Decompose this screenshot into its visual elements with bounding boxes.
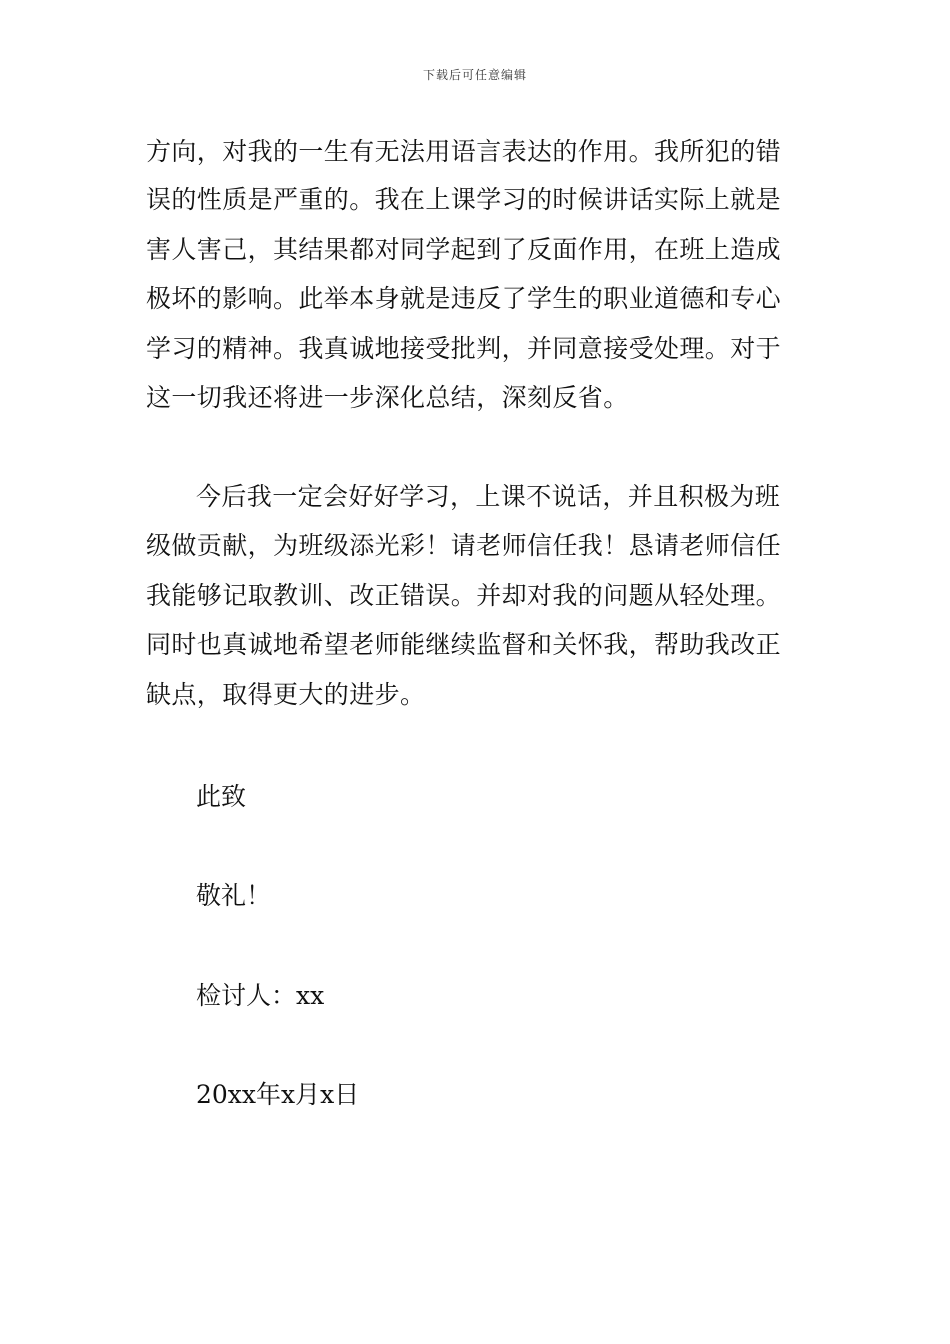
- paragraph-1-line: 害人害己，其结果都对同学起到了反面作用，在班上造成: [146, 235, 782, 264]
- paragraph-2-line: 级做贡献，为班级添光彩！请老师信任我！恳请老师信任: [146, 531, 782, 560]
- paragraph-2-line: 今后我一定会好好学习，上课不说话，并且积极为班: [196, 482, 781, 511]
- paragraph-2-line: 缺点，取得更大的进步。: [146, 680, 426, 709]
- salutation: 此致: [196, 782, 247, 811]
- header-note: 下载后可任意编辑: [422, 68, 527, 82]
- paragraph-1-line: 这一切我还将进一步深化总结，深刻反省。: [146, 383, 629, 412]
- paragraph-2-line: 我能够记取教训、改正错误。并却对我的问题从轻处理。: [146, 581, 782, 610]
- paragraph-1-line: 误的性质是严重的。我在上课学习的时候讲话实际上就是: [146, 185, 782, 214]
- signer: 检讨人：xx: [196, 981, 325, 1010]
- paragraph-1-line: 学习的精神。我真诚地接受批判，并同意接受处理。对于: [146, 334, 782, 363]
- regards: 敬礼！: [196, 881, 272, 910]
- paragraph-1-line: 方向，对我的一生有无法用语言表达的作用。我所犯的错: [146, 137, 782, 166]
- paragraph-1-line: 极坏的影响。此举本身就是违反了学生的职业道德和专心: [146, 284, 782, 313]
- paragraph-2-line: 同时也真诚地希望老师能继续监督和关怀我，帮助我改正: [146, 630, 782, 659]
- date: 20xx年x月x日: [196, 1080, 360, 1109]
